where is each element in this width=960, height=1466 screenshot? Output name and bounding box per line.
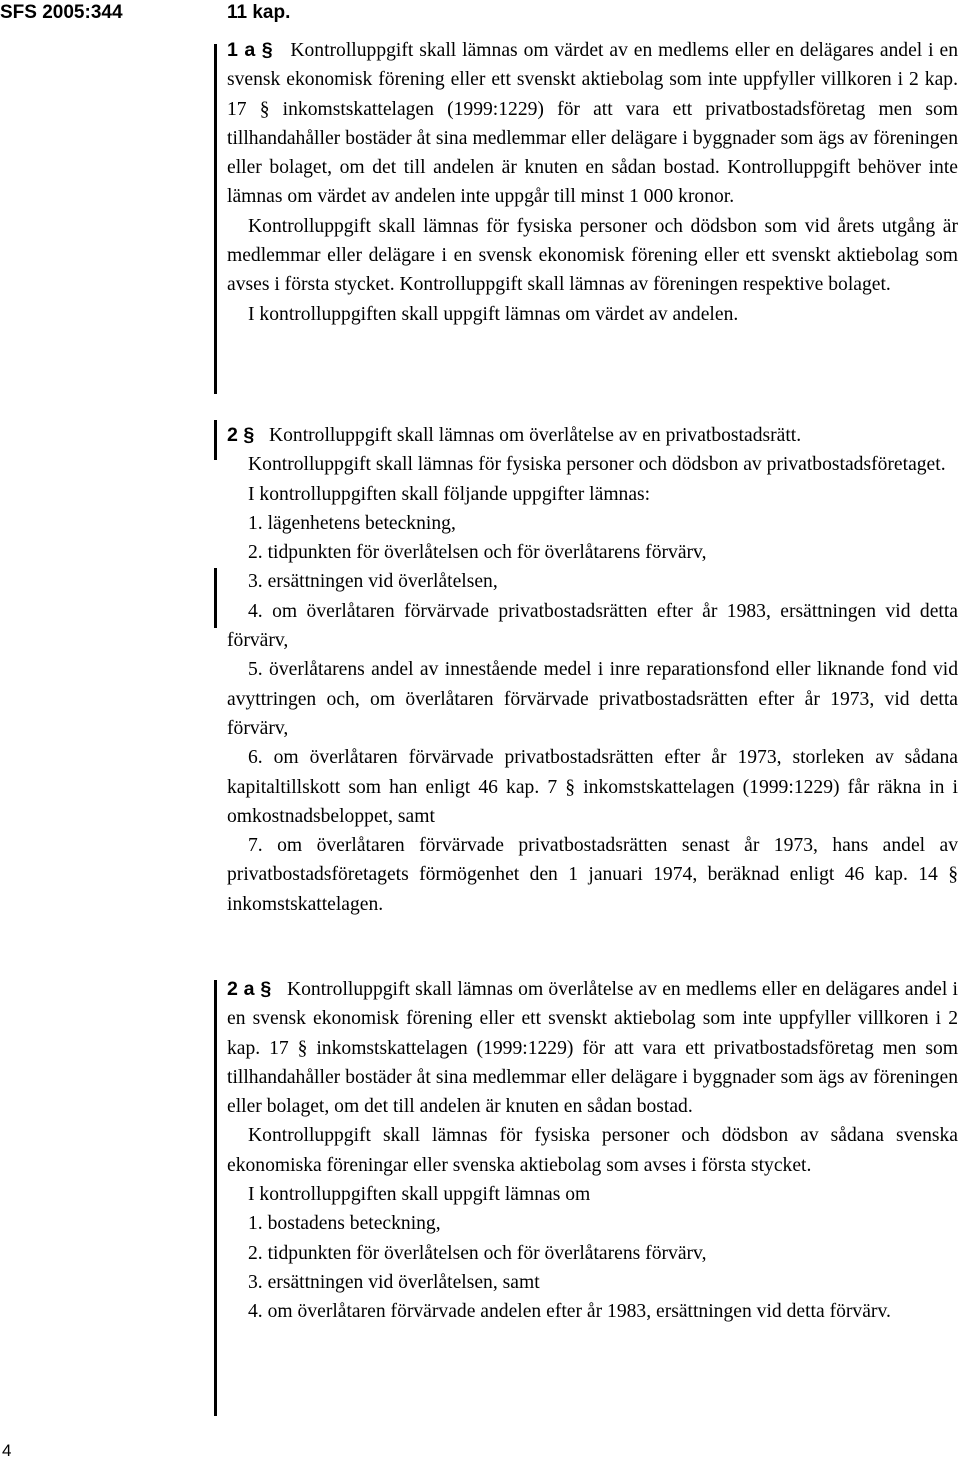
page-number: 4 [2,1441,12,1460]
section-1a-label: 1 a § [227,39,273,61]
section-2-label: 2 § [227,424,255,446]
section-2a-paragraph [227,975,958,1121]
section-1a-paragraph: I kontrolluppgiften skall uppgift lämnas om värdet av andelen. [248,303,739,325]
change-bar [214,420,217,460]
section-1a [227,36,958,329]
section-2-paragraph [227,421,958,450]
paragraph-text: Kontrolluppgift skall lämnas om värdet av en medlems eller en delägares andel i en svensk ekonomisk förening eller ett svenskt aktiebolag som inte uppfyller villkoren i 2 kap. 17 § inkomstskattelagen (1999:1229) för att vara ett privatbostadsföretag men som tillhandahåller bostäder åt sina medlemmar eller delägare i byggnader som ägs av föreningen eller bolaget, om det till andelen är knuten en sådan bostad. Kontrolluppgift behöver inte lämnas om värdet av andelen inte uppgår till minst 1 000 kronor. [227,40,959,208]
list-item: 4. om överlåtaren förvärvade andelen efter år 1983, ersättningen vid detta förvärv. [248,1301,891,1323]
sfs-number: SFS 2005:344 [0,2,123,23]
list-item: 1. lägenhetens beteckning, [248,512,456,534]
section-2-paragraph: I kontrolluppgiften skall följande uppgifter lämnas: [248,483,651,505]
list-item: 6. om överlåtaren förvärvade privatbostadsrätten efter år 1973, storleken av sådana kapitaltillskott som han enligt 46 kap. 7 § inkomstskattelagen (1999:1229) får räkna in i omkostnadsbeloppet, samt [227,747,958,827]
list-item: 3. ersättningen vid överlåtelsen, samt [248,1271,540,1293]
list-item: 2. tidpunkten för överlåtelsen och för överlåtarens förvärv, [248,542,707,564]
section-1a-paragraph: Kontrolluppgift skall lämnas för fysiska personer och dödsbon som vid årets utgång är medlemmar eller delägare i en svensk ekonomisk förening eller ett svenskt aktiebolag som avses i första stycket. Kontrolluppgift skall lämnas av föreningen respektive bolaget. [227,215,958,296]
paragraph-text: Kontrolluppgift skall lämnas om överlåtelse av en medlems eller en delägares andel i en svensk ekonomisk förening eller ett svenskt aktiebolag som inte uppfyller villkoren i 2 kap. 17 § inkomstskattelagen (1999:1229) för att vara ett privatbostadsföretag men som tillhandahåller bostäder åt sina medlemmar eller delägare i byggnader som ägs av föreningen eller bolaget, om det till andelen är knuten en sådan bostad. [227,979,958,1118]
chapter-heading: 11 kap. [227,2,291,23]
section-2a-label: 2 a § [227,978,272,1000]
section-2a-paragraph: I kontrolluppgiften skall uppgift lämnas om [248,1184,591,1206]
section-2 [227,421,958,919]
section-2-paragraph: Kontrolluppgift skall lämnas för fysiska personer och dödsbon av privatbostadsföretaget. [248,454,946,476]
section-2a-paragraph: Kontrolluppgift skall lämnas för fysiska personer och dödsbon av sådana svenska ekonomiska föreningar eller svenska aktiebolag som avses i första stycket. [227,1125,958,1176]
list-item: 7. om överlåtaren förvärvade privatbostadsrätten senast år 1973, hans andel av privatbostadsföretagets förmögenhet den 1 januari 1974, beräknad enligt 46 kap. 14 § inkomstskattelagen. [227,835,958,915]
list-item: 4. om överlåtaren förvärvade privatbostadsrätten efter år 1983, ersättningen vid detta förvärv, [227,600,958,652]
section-2a [227,975,958,1327]
change-bar [214,980,217,1416]
paragraph-text: Kontrolluppgift skall lämnas om överlåtelse av en privatbostadsrätt. [268,425,802,446]
change-bar [214,44,217,394]
list-item: 1. bostadens beteckning, [248,1213,441,1235]
list-item: 2. tidpunkten för överlåtelsen och för överlåtarens förvärv, [248,1242,707,1264]
change-bar [214,568,217,628]
list-item: 3. ersättningen vid överlåtelsen, [248,571,498,593]
list-item: 5. överlåtarens andel av innestående medel i inre reparationsfond eller liknande fond vid avyttringen och, om överlåtaren förvärvade privatbostadsrätten efter år 1973, vid detta förvärv, [227,659,958,739]
section-1a-paragraph [227,36,958,212]
